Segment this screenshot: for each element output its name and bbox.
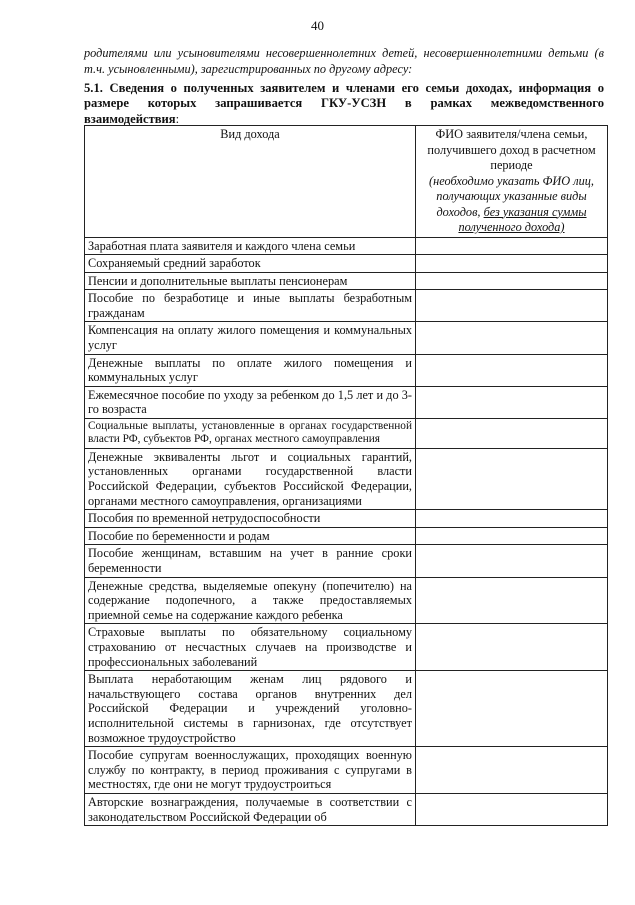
- fio-cell[interactable]: [416, 545, 608, 577]
- income-type-cell: Пособие по безработице и иные выплаты безработным гражданам: [85, 290, 416, 322]
- income-type-cell: Пособие женщинам, вставшим на учет в ранние сроки беременности: [85, 545, 416, 577]
- fio-cell[interactable]: [416, 793, 608, 825]
- table-row: [85, 527, 608, 545]
- income-type-cell: Денежные средства, выделяемые опекуну (попечителю) на содержание подопечного, а также предоставляемых приемной семье на содержание каждого ребенка: [85, 577, 416, 624]
- fio-cell[interactable]: [416, 624, 608, 671]
- page-number: 40: [311, 18, 324, 33]
- income-table: [84, 125, 608, 826]
- table-row: [85, 793, 608, 825]
- income-type-cell: Заработная плата заявителя и каждого члена семьи: [85, 237, 416, 255]
- table-row: [85, 747, 608, 794]
- income-type-cell: Пособия по временной нетрудоспособности: [85, 510, 416, 528]
- income-type-header: Вид дохода: [85, 126, 416, 238]
- section-heading-suffix: :: [175, 111, 180, 126]
- table-row: [85, 237, 608, 255]
- fio-cell[interactable]: [416, 419, 608, 449]
- fio-cell[interactable]: [416, 386, 608, 418]
- fio-cell[interactable]: [416, 671, 608, 747]
- table-row: [85, 671, 608, 747]
- fio-header-note: (необходимо указать ФИО лиц, получающих указанные виды доходов,: [429, 173, 594, 219]
- fio-cell[interactable]: [416, 237, 608, 255]
- fio-cell[interactable]: [416, 255, 608, 273]
- table-row: [85, 272, 608, 290]
- income-type-cell: Сохраняемый средний заработок: [85, 255, 416, 273]
- income-type-cell: Социальные выплаты, установленные в органах государственной власти РФ, субъектов РФ, органах местного самоуправления: [85, 419, 416, 449]
- fio-cell[interactable]: [416, 354, 608, 386]
- section-heading: [84, 81, 604, 127]
- table-row: [85, 290, 608, 322]
- fio-cell[interactable]: [416, 747, 608, 794]
- income-type-cell: Ежемесячное пособие по уходу за ребенком до 1,5 лет и до 3-го возраста: [85, 386, 416, 418]
- income-type-cell: Страховые выплаты по обязательному социальному страхованию от несчастных случаев на производстве и профессиональных заболеваний: [85, 624, 416, 671]
- table-header-row: [85, 126, 608, 238]
- fio-header: [416, 126, 608, 238]
- fio-cell[interactable]: [416, 448, 608, 509]
- fio-cell[interactable]: [416, 510, 608, 528]
- income-type-cell: Компенсация на оплату жилого помещения и коммунальных услуг: [85, 322, 416, 354]
- income-type-cell: Пособие по беременности и родам: [85, 527, 416, 545]
- fio-cell[interactable]: [416, 272, 608, 290]
- table-row: [85, 419, 608, 449]
- fio-header-underlined: без указания суммы полученного дохода): [458, 204, 587, 234]
- fio-cell[interactable]: [416, 527, 608, 545]
- income-type-cell: Авторские вознаграждения, получаемые в соответствии с законодательством Российской Федерации об: [85, 793, 416, 825]
- fio-header-main: ФИО заявителя/члена семьи, получившего доход в расчетном периоде: [427, 127, 596, 172]
- section-heading-text: 5.1. Сведения о полученных заявителем и членами его семьи доходах, информация о размере которых запрашивается ГКУ-УСЗН в рамках межведомственного взаимодействия: [84, 81, 604, 126]
- table-row: [85, 255, 608, 273]
- table-row: [85, 386, 608, 418]
- table-row: [85, 510, 608, 528]
- table-row: [85, 354, 608, 386]
- table-row: [85, 577, 608, 624]
- fio-cell[interactable]: [416, 290, 608, 322]
- fio-cell[interactable]: [416, 322, 608, 354]
- intro-text: родителями или усыновителями несовершеннолетних детей, несовершеннолетними детьми (в т.ч. усыновленными), зарегистрированных по другому адресу:: [84, 46, 604, 76]
- income-type-cell: Денежные эквиваленты льгот и социальных гарантий, установленных органами государственной власти Российской Федерации, субъектов Российской Федерации, органами местного самоуправления, организациями: [85, 448, 416, 509]
- table-row: [85, 322, 608, 354]
- table-row: [85, 624, 608, 671]
- income-type-cell: Пенсии и дополнительные выплаты пенсионерам: [85, 272, 416, 290]
- table-row: [85, 448, 608, 509]
- fio-cell[interactable]: [416, 577, 608, 624]
- table-row: [85, 545, 608, 577]
- income-type-cell: Пособие супругам военнослужащих, проходящих военную службу по контракту, в период проживания с супругами в местностях, где они не могут трудоустроиться: [85, 747, 416, 794]
- income-type-cell: Денежные выплаты по оплате жилого помещения и коммунальных услуг: [85, 354, 416, 386]
- income-type-cell: Выплата неработающим женам лиц рядового и начальствующего состава органов внутренних дел Российской Федерации и учреждений уголовно-исполнительной системы в гарнизонах, где отсутствует возможное трудоустройство: [85, 671, 416, 747]
